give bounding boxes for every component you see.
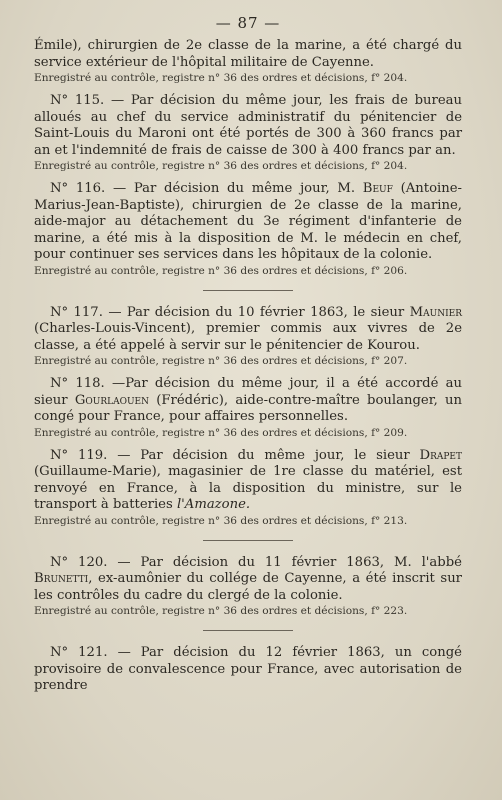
entry-119-text-after: (Guillaume-Marie), magasinier de 1re classe du matériel, est renvoyé en France, à la disposition du ministre, sur le transport à batteries <box>34 464 462 512</box>
entry-117-text-before: — Par décision du 10 février 1863, le sieur <box>108 304 410 320</box>
entry-115 <box>34 93 462 159</box>
entry-121 <box>34 645 462 695</box>
entry-118-text-after: (Frédéric), aide-contre-maître boulanger, un congé pour France, pour affaires personnelles. <box>34 392 462 424</box>
entry-117-text-after: (Charles-Louis-Vincent), premier commis aux vivres de 2e classe, a été appelé à servir sur le pénitencier de Kourou. <box>34 321 462 353</box>
entry-120-text-after: , ex-aumônier du collége de Cayenne, a été inscrit sur les contrôles du cadre du clergé de la colonie. <box>34 571 462 603</box>
entry-116-registration: Enregistré au contrôle, registre n° 36 des ordres et décisions, f° 206. <box>34 264 408 277</box>
entry-119-text-before: — Par décision du même jour, le sieur <box>117 447 420 463</box>
entry-120 <box>34 555 462 605</box>
page-number: — 87 — <box>215 14 281 32</box>
entry-119-ship: l'Amazone. <box>176 497 251 512</box>
entry-115-number: N° 115. <box>50 93 105 108</box>
entry-continuation-registration: Enregistré au contrôle, registre n° 36 des ordres et décisions, f° 204. <box>34 72 408 84</box>
entry-116-text-after: (Antoine-Marius-Jean-Baptiste), chirurgien de 2e classe de la marine, aide-major au détachement du 3e régiment d'infanterie de marine, a été mis à la disposition de M. le médecin en chef, pour continuer ses services dans les hôpitaux de la colonie. <box>34 181 462 262</box>
entry-117-number: N° 117. <box>50 304 103 320</box>
entry-117 <box>34 305 462 355</box>
entry-120-name: Brunetti <box>34 571 89 586</box>
entry-115-text: — Par décision du même jour, les frais de bureau alloués au chef du service administratif du pénitencier de Saint-Louis du Maroni ont été portés de 300 à 360 francs par an et l'indemnité de frais de caisse de 300 à 400 francs par an. <box>34 93 462 158</box>
entry-118-name: Gourlaouen <box>74 392 149 408</box>
entry-116 <box>34 181 462 264</box>
entry-119-name: Drapet <box>419 447 462 463</box>
entry-121-text: — Par décision du 12 février 1863, un congé provisoire de convalescence pour France, avec autorisation de prendre <box>34 645 462 693</box>
section-divider <box>203 630 293 631</box>
entry-115-registration: Enregistré au contrôle, registre n° 36 des ordres et décisions, f° 204. <box>34 160 408 172</box>
entry-119 <box>34 448 462 514</box>
entry-117-registration: Enregistré au contrôle, registre n° 36 des ordres et décisions, f° 207. <box>34 355 408 367</box>
section-divider <box>203 540 293 541</box>
entry-119-number: N° 119. <box>50 447 108 463</box>
entry-120-number: N° 120. <box>50 554 108 570</box>
entry-116-text-before: — Par décision du même jour, M. <box>112 181 363 196</box>
entry-continuation-text: Émile), chirurgien de 2e classe de la marine, a été chargé du service extérieur de l'hôpital militaire de Cayenne. <box>34 38 462 70</box>
entry-121-number: N° 121. <box>50 645 108 660</box>
entry-118-number: N° 118. <box>50 376 105 391</box>
entry-120-text-before: — Par décision du 11 février 1863, M. l'abbé <box>117 554 462 570</box>
entry-118 <box>34 376 462 426</box>
entry-118-text-before: —Par décision du même jour, il a été accordé au sieur <box>34 376 462 408</box>
entry-119-registration: Enregistré au contrôle, registre n° 36 des ordres et décisions, f° 213. <box>34 514 408 527</box>
entry-116-number: N° 116. <box>50 181 106 196</box>
section-divider <box>203 290 293 291</box>
entry-116-name: Beuf <box>362 181 393 196</box>
entry-118-registration: Enregistré au contrôle, registre n° 36 des ordres et décisions, f° 209. <box>34 426 408 439</box>
entry-117-name: Maunier <box>409 304 462 320</box>
entry-120-registration: Enregistré au contrôle, registre n° 36 des ordres et décisions, f° 223. <box>34 605 408 617</box>
